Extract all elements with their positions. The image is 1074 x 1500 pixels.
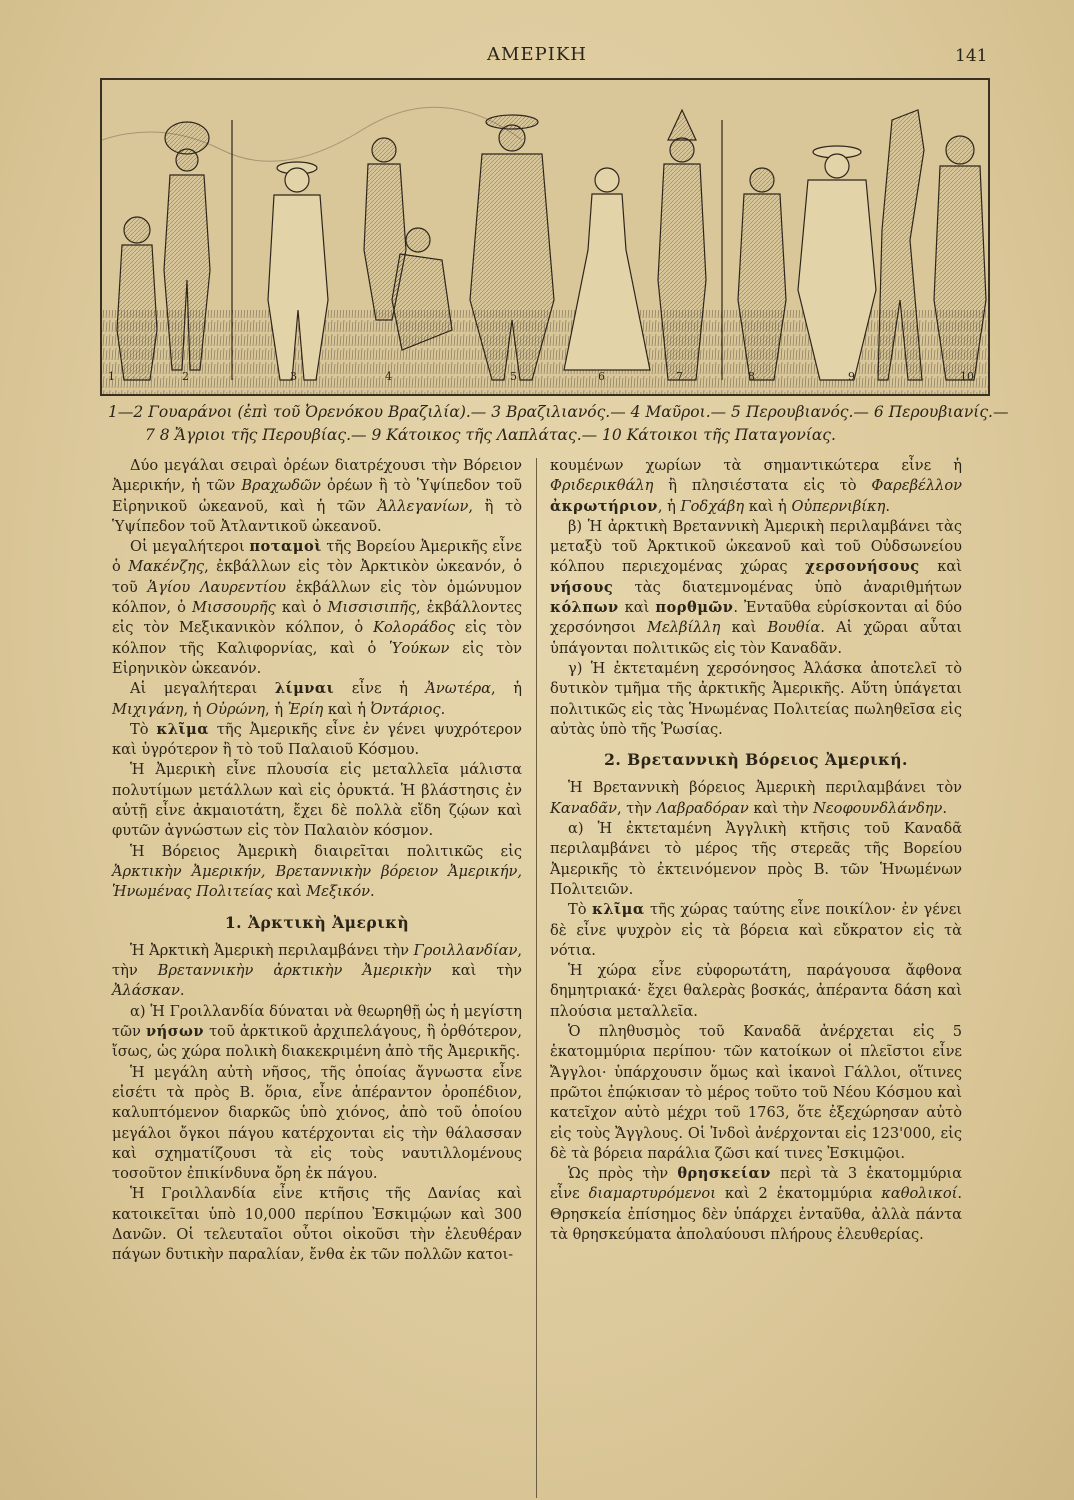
figure-number: 5 bbox=[510, 370, 517, 383]
section-heading-british-north-america: 2. Βρεταννικὴ Βόρειος Ἀμερική. bbox=[604, 750, 908, 770]
running-head: ΑΜΕΡΙΚΗ bbox=[487, 44, 587, 65]
figure-caption-line-2: 7 8 Ἄγριοι τῆς Περουβίας.— 9 Κάτοικος τῆς Λαπλάτας.— 10 Κάτοικοι τῆς Παταγονίας. bbox=[145, 426, 836, 444]
paragraph-greenland-island: Ἡ μεγάλη αὐτὴ νῆσος, τῆς ὁποίας ἄγνωστα εἶνε εἰσέτι τὰ πρὸς Β. ὅρια, εἶνε ἀπέραντον ὀροπέδιον, καλυπτόμενον διαρκῶς ὑπὸ χιόνος, ἀπὸ τοῦ ὁποίου μεγάλοι ὄγκοι πάγου κατέρχονται εἰς τὴν θάλασσαν καὶ σχηματίζουσι τὰ εἰς τοὺς ναυτιλλομένους τοσοῦτον ἐπικίνδυνα ὄρη ἐκ πάγου. bbox=[112, 1063, 522, 1183]
figure-caption-line-1: 1—2 Γουαράνοι (ἐπὶ τοῦ Ὀρενόκου Βραζιλία).— 3 Βραζιλιανός.— 4 Μαῦροι.— 5 Περουβιανός.— 6 Περουβιανίς.— bbox=[108, 403, 1009, 421]
paragraph-canada: α) Ἡ ἐκτεταμένη Ἀγγλικὴ κτῆσις τοῦ Καναδᾶ περιλαμβάνει τὸ μέρος τῆς στερεᾶς τῆς Βορείου Ἀμερικῆς τὸ ἐκτεινόμενον πρὸς Β. τῶν Ἡνωμένων Πολιτειῶν. bbox=[550, 820, 962, 898]
left-column bbox=[112, 456, 522, 1266]
figure-number: 9 bbox=[848, 370, 855, 383]
figure-number: 10 bbox=[960, 370, 974, 383]
column-divider bbox=[536, 458, 537, 1498]
figure-number: 3 bbox=[290, 370, 297, 383]
figure-number: 4 bbox=[385, 370, 392, 383]
paragraph-resources: Ἡ Ἀμερικὴ εἶνε πλουσία εἰς μεταλλεῖα μάλιστα πολυτίμων μετάλλων καὶ εἰς ὀρυκτά. Ἡ βλάστησις ἐν αὐτῇ εἶνε ἀκμαιοτάτη, ἔχει δὲ πολλὰ εἴδη ζῴων καὶ φυτῶν ἀγνώστων εἰς τὸν Παλαιὸν κόσμον. bbox=[112, 761, 522, 840]
figure-number: 8 bbox=[748, 370, 755, 383]
paragraph-divisions: Ἡ Βόρειος Ἀμερικὴ διαιρεῖται πολιτικῶς εἰς Ἀρκτικὴν Ἀμερικήν, Βρεταννικὴν βόρειον Ἀμερικήν, Ἡνωμένας Πολιτείας καὶ Μεξικόν. bbox=[112, 842, 522, 901]
paragraph-greenland: α) Ἡ Γροιλλανδία δύναται νὰ θεωρηθῇ ὡς ἡ μεγίστη τῶν νήσων τοῦ ἀρκτικοῦ ἀρχιπελάγους, ἢ ὀρθότερον, ἴσως, ὡς χώρα πολικὴ διακεκριμένη ἀπὸ τῆς Ἀμερικῆς. bbox=[112, 1002, 522, 1061]
figure-10-patagonians bbox=[934, 136, 986, 380]
paragraph-climate: Τὸ κλῖμα τῆς Ἀμερικῆς εἶνε ἐν γένει ψυχρότερον καὶ ὑγρότερον ἢ τὸ τοῦ Παλαιοῦ Κόσμου. bbox=[112, 720, 522, 759]
figure-number: 6 bbox=[598, 370, 605, 383]
paragraph-greenland-population: Ἡ Γροιλλανδία εἶνε κτῆσις τῆς Δανίας καὶ κατοικεῖται ὑπὸ 10,000 περίπου Ἐσκιμῴων καὶ 300 Δανῶν. Οἱ τελευταῖοι οὗτοι οἰκοῦσι τὴν ἐλευθέραν πάγων δυτικὴν παραλίαν, ἔνθα ἐκ τῶν πολλῶν κατοι- bbox=[112, 1185, 522, 1264]
figure-number: 1 bbox=[108, 370, 115, 383]
paragraph-greenland-settlements: κουμένων χωρίων τὰ σημαντικώτερα εἶνε ἡ Φριδερικθάλη ἢ πλησιέστατα εἰς τὸ Φαρεβέλλον ἀκρωτήριον, ἡ Γοδχάβη καὶ ἡ Οὐπερνιβίκη. bbox=[550, 457, 962, 515]
paragraph-canada-climate: Τὸ κλῖμα τῆς χώρας ταύτης εἶνε ποικίλον· ἐν γένει δὲ εἶνε ψυχρὸν εἰς τὰ βόρεια καὶ εὔκρατον εἰς τὰ νότια. bbox=[550, 901, 962, 959]
illustration-plate bbox=[100, 78, 990, 396]
paragraph-lakes: Αἱ μεγαλήτεραι λίμναι εἶνε ἡ Ἀνωτέρα, ἡ Μιχιγάνη, ἡ Οὐρώνη, ἡ Ἐρίη καὶ ἡ Ὀντάριος. bbox=[112, 680, 522, 718]
paragraph-british-includes: Ἡ Βρεταννικὴ βόρειος Ἀμερικὴ περιλαμβάνει τὸν Καναδᾶν, τὴν Λαβραδόραν καὶ τὴν Νεοφουνδλάνδην. bbox=[550, 779, 962, 817]
paragraph-rivers: Οἱ μεγαλήτεροι ποταμοὶ τῆς Βορείου Ἀμερικῆς εἶνε ὁ Μακένζης, ἐκβάλλων εἰς τὸν Ἀρκτικὸν ὠκεανόν, ὁ τοῦ Ἁγίου Λαυρεντίου ἐκβάλλων εἰς τὸν ὁμώνυμον κόλπον, ὁ Μισσουρῆς καὶ ὁ Μισσισιπῆς, ἐκβάλλοντες εἰς τὸν Μεξικανικὸν κόλπον, ὁ Κολοράδος εἰς τὸν κόλπον τῆς Καλιφορνίας, καὶ ὁ Ὑούκων εἰς τὸν Εἰρηνικὸν ὠκεανόν. bbox=[112, 538, 523, 677]
page-number: 141 bbox=[955, 46, 988, 66]
paragraph-british-arctic: β) Ἡ ἀρκτικὴ Βρεταννικὴ Ἀμερικὴ περιλαμβάνει τὰς μεταξὺ τοῦ Ἀρκτικοῦ ὠκεανοῦ καὶ τοῦ Οὐδσωνείου κόλπου περιεχομένας χώρας χερσονήσους καὶ νήσους τὰς διατεμνομένας ὑπὸ ἀναριθμήτων κόλπων καὶ πορθμῶν. Ἐνταῦθα εὑρίσκονται αἱ δύο χερσόνησοι Μελβίλλη καὶ Βουθία. Αἱ χῶραι αὗται ὑπάγονται πολιτικῶς εἰς τὸν Καναδᾶν. bbox=[550, 517, 963, 657]
figure-number: 7 bbox=[676, 370, 683, 383]
ethnographic-engraving bbox=[102, 80, 988, 394]
paragraph-canada-resources: Ἡ χώρα εἶνε εὐφορωτάτη, παράγουσα ἄφθονα δημητριακά· ἔχει θαλερὰς βοσκάς, ἀπέραντα δάση καὶ πλούσια μεταλλεῖα. bbox=[550, 962, 962, 1020]
paragraph-canada-religion: Ὡς πρὸς τὴν θρησκείαν περὶ τὰ 3 ἑκατομμύρια εἶνε διαμαρτυρόμενοι καὶ 2 ἑκατομμύρια καθολικοί. Θρησκεία ἐπίσημος δὲν ὑπάρχει ἐνταῦθα, ἀλλὰ πάντα τὰ θρησκεύματα ἀπολαύουσι πλήρους ἐλευθερίας. bbox=[550, 1165, 963, 1243]
paragraph-arctic-includes: Ἡ Ἀρκτικὴ Ἀμερικὴ περιλαμβάνει τὴν Γροιλλανδίαν, τὴν Βρεταννικὴν ἀρκτικὴν Ἀμερικὴν καὶ τὴν Ἀλάσκαν. bbox=[112, 941, 523, 1000]
paragraph-alaska: γ) Ἡ ἐκτεταμένη χερσόνησος Ἀλάσκα ἀποτελεῖ τὸ δυτικὸν τμῆμα τῆς ἀρκτικῆς Ἀμερικῆς. Αὕτη ὑπάγεται πολιτικῶς εἰς τὰς Ἡνωμένας Πολιτείας πωληθεῖσα εἰς αὐτὰς ὑπὸ τῆς Ῥωσίας. bbox=[550, 659, 962, 738]
right-column bbox=[550, 456, 962, 1245]
paragraph-canada-population: Ὁ πληθυσμὸς τοῦ Καναδᾶ ἀνέρχεται εἰς 5 ἑκατομμύρια περίπου· τῶν κατοίκων οἱ πλεῖστοι εἶνε Ἄγγλοι· ὑπάρχουσιν ὅμως καὶ ἱκανοὶ Γάλλοι, οἵτινες πρῶτοι ἐπῴκισαν τὸ μέρος τοῦτο τοῦ Νέου Κόσμου καὶ κατεῖχον αὐτὸ μέχρι τοῦ 1763, ὅτε ἐξεχώρησαν αὐτὸ εἰς τοὺς Ἄγγλους. Οἱ Ἰνδοὶ ἀνέρχονται εἰς 123'000, εἰς δὲ τὰ βόρεια παράλια ζῶσι καί τινες Ἐσκιμῷοι. bbox=[550, 1023, 962, 1162]
section-heading-arctic-america: 1. Ἀρκτικὴ Ἀμερικὴ bbox=[224, 912, 410, 932]
paragraph-mountains: Δύο μεγάλαι σειραὶ ὀρέων διατρέχουσι τὴν Βόρειον Ἀμερικήν, ἡ τῶν Βραχωδῶν ὀρέων ἢ τὸ Ὑψίπεδον τοῦ Εἰρηνικοῦ ὠκεανοῦ, καὶ ἡ τῶν Ἀλλεγανίων, ἢ τὸ Ὑψίπεδον τοῦ Ἀτλαντικοῦ ὠκεανοῦ. bbox=[112, 457, 522, 535]
figure-number: 2 bbox=[182, 370, 189, 383]
